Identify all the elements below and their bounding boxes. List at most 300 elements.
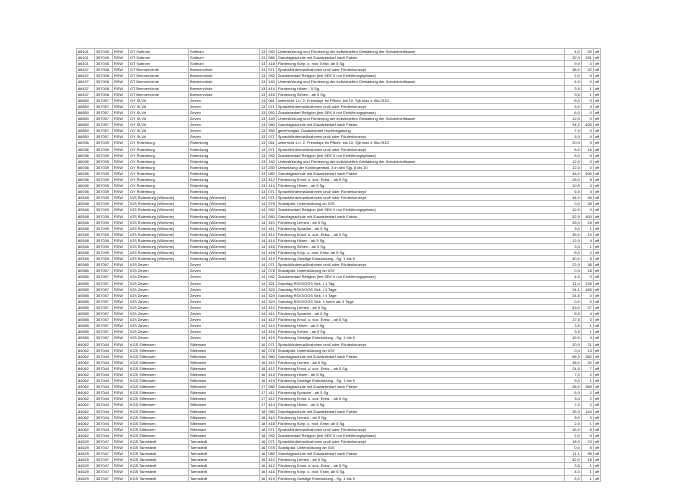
flag-cell: off [594,262,600,268]
flag-cell: off [594,408,600,414]
school-name-cell: IGS Rotenburg (Wümme) [129,256,189,262]
office-id-cell: 357044 [95,402,113,408]
flag-cell: off [594,49,600,54]
region-cell: RSW [113,475,129,481]
school-name-cell: GY St.Vit [129,128,189,134]
school-name-cell: KGS Sittensen [129,353,189,359]
school-id-cell: 84062 [77,408,95,414]
school-type-cell: 14 [261,329,266,335]
school-id-cell: 66936 [77,146,95,152]
school-id-cell: 80585 [77,335,95,341]
code-cell: 071 [268,341,275,347]
school-name-cell: GT Bremervörde [129,85,189,91]
description-cell: Sprachfördermaßnahmen und/ oder Förderkonzept [276,67,564,73]
school-id-cell: 84529 [77,457,95,463]
office-id-cell: 357039 [95,158,113,164]
office-id-cell: 357057 [95,311,113,317]
school-name-cell: IGS Zeven [129,323,189,329]
count-cell: 1 [581,329,593,335]
count-cell: 1 [581,244,593,250]
school-id-cell: 66850 [77,128,95,134]
town-cell: Rotenburg (Wümme) [189,225,260,231]
region-cell: RSW [113,189,129,195]
code-cell: 078 [268,201,275,207]
town-cell: Sittensen [189,359,260,365]
flag-cell: off [594,274,600,280]
school-type-cell: 13 [261,55,266,61]
school-id-cell: 80548 [77,219,95,225]
town-cell: Rotenburg [189,176,260,182]
school-id-cell: 66936 [77,183,95,189]
school-type-cell: 16 [261,445,266,451]
region-cell: RSW [113,298,129,304]
hours-cell: 3,5 [564,323,581,329]
office-id-cell: 357057 [95,304,113,310]
town-cell: Rotenburg (Wümme) [189,195,260,201]
flag-cell: off [594,445,600,451]
school-type-cell: 16 [261,365,266,371]
flag-cell: off [594,152,600,158]
region-cell: RSW [113,244,129,250]
school-name-cell: GY St.Vit [129,116,189,122]
hours-cell: 8,0 [564,250,581,256]
school-type-cell: 17 [261,396,266,402]
office-id-cell: 357057 [95,323,113,329]
region-cell: RSW [113,311,129,317]
town-cell: Rotenburg (Wümme) [189,219,260,225]
school-type-cell: 14 [261,280,266,286]
description-cell: Förderung Emot. u. soz. Entw. - ab 5 Sg. [276,176,564,182]
town-cell: Sittensen [189,420,260,426]
flag-cell: off [594,164,600,170]
count-cell: 8 [581,445,593,451]
count-cell: 16 [581,146,593,152]
description-cell: genehmigter Zusatzbedarf Hochbegabung [276,128,564,134]
town-cell: Tarmstedt [189,463,260,469]
hours-cell: 2,0 [564,420,581,426]
office-id-cell: 357044 [95,378,113,384]
region-cell: RSW [113,347,129,353]
region-cell: RSW [113,371,129,377]
town-cell: Sittensen [189,402,260,408]
description-cell: Förderung Körp. u. mot. Entw. ab 5 Sg. [276,61,564,67]
count-cell: 144 [581,408,593,414]
town-cell: Zeven [189,128,260,134]
town-cell: Zeven [189,311,260,317]
school-name-cell: IGS Rotenburg (Wümme) [129,195,189,201]
school-type-cell: 16 [261,475,266,481]
flag-cell: off [594,103,600,109]
code-cell: 092 [268,152,275,158]
flag-cell: off [594,128,600,134]
school-id-cell: 66936 [77,176,95,182]
description-cell: Förderung Emot. u. soz. Entw. - ab 5 Sg. [276,317,564,323]
code-cell: 950 [268,128,275,134]
town-cell: Tarmstedt [189,475,260,481]
school-type-cell: 14 [261,262,266,268]
town-cell: Bremervörde [189,67,260,73]
town-cell: Zeven [189,304,260,310]
flag-cell: off [594,55,600,61]
code-cell: 324 [268,298,275,304]
flag-cell: off [594,61,600,67]
school-name-cell: IGS Zeven [129,268,189,274]
school-id-cell: 66101 [77,61,95,67]
school-type-cell: 13 [261,140,266,146]
school-type-cell: 13 [261,189,266,195]
hours-cell: 12,0 [564,116,581,122]
region-cell: RSW [113,85,129,91]
office-id-cell: 357047 [95,457,113,463]
flag-cell: off [594,79,600,85]
town-cell: Tarmstedt [189,445,260,451]
code-cell: 418 [268,250,275,256]
school-id-cell: 84062 [77,341,95,347]
count-cell: 1 [581,378,593,384]
school-type-cell: 14 [261,286,266,292]
town-cell: Rotenburg (Wümme) [189,201,260,207]
region-cell: RSW [113,359,129,365]
school-type-cell: 14 [261,201,266,207]
town-cell: Sittensen [189,384,260,390]
office-id-cell: 357045 [95,61,113,67]
school-id-cell: 80548 [77,256,95,262]
hours-cell: 35,0 [564,231,581,237]
school-name-cell: IGS Rotenburg (Wümme) [129,207,189,213]
flag-cell: off [594,176,600,182]
town-cell: Sittensen [189,365,260,371]
office-id-cell: 357047 [95,451,113,457]
school-id-cell: 80548 [77,195,95,201]
school-type-cell: 14 [261,231,266,237]
flag-cell: off [594,225,600,231]
school-type-cell: 14 [261,298,266,304]
school-id-cell: 80548 [77,244,95,250]
region-cell: RSW [113,408,129,414]
count-cell: 2 [581,250,593,256]
school-type-cell: 14 [261,195,266,201]
description-cell: Unterstützung und Förderung der individuellen Gestaltung der Schuleintrittsauer [276,116,564,122]
town-cell: Sittensen [189,408,260,414]
count-cell: 0 [581,432,593,438]
school-id-cell: 66850 [77,122,95,128]
flag-cell: off [594,463,600,469]
hours-cell: 0,0 [564,268,581,274]
region-cell: RSW [113,304,129,310]
code-cell: 412 [268,463,275,469]
flag-cell: off [594,475,600,481]
school-type-cell: 13 [261,170,266,176]
school-id-cell: 80548 [77,213,95,219]
region-cell: RSW [113,445,129,451]
office-id-cell: 357047 [95,463,113,469]
count-cell: 0 [581,79,593,85]
region-cell: RSW [113,73,129,79]
flag-cell: off [594,231,600,237]
region-cell: RSW [113,176,129,182]
town-cell: Sittensen [189,396,260,402]
description-cell: Sozialpäd. Unterstützung an IGS [276,201,564,207]
school-id-cell: 80585 [77,268,95,274]
office-id-cell: 357044 [95,359,113,365]
school-id-cell: 66437 [77,91,95,97]
region-cell: RSW [113,146,129,152]
town-cell: Sittensen [189,371,260,377]
hours-cell: 3,5 [564,85,581,91]
hours-cell: 38,0 [564,359,581,365]
school-type-cell: 16 [261,463,266,469]
code-cell: 080 [268,55,275,61]
school-type-cell: 16 [261,347,266,353]
school-type-cell: 13 [261,164,266,170]
region-cell: RSW [113,55,129,61]
description-cell: Ganztag RS/O/OGS Sek. I 1 Tag [276,280,564,286]
office-id-cell: 357044 [95,426,113,432]
flag-cell: off [594,390,600,396]
code-cell: 414 [268,371,275,377]
town-cell: Tarmstedt [189,457,260,463]
description-cell: Förderung Hören - ab 5 Sg. [276,183,564,189]
town-cell: Bremervörde [189,79,260,85]
code-cell: 080 [268,384,275,390]
hours-cell: 28,0 [564,176,581,182]
flag-cell: off [594,244,600,249]
school-type-cell: 18 [261,408,266,414]
office-id-cell: 357039 [95,237,113,243]
count-cell: 3 [581,335,593,341]
description-cell: Sprachfördermaßnahmen und/ oder Förderkonzept [276,195,564,201]
office-id-cell: 357008 [95,67,113,73]
school-name-cell: IGS Rotenburg (Wümme) [129,225,189,231]
school-name-cell: KGS Sittensen [129,390,189,396]
description-cell: Sozialpäd. Unterstützung an IGS [276,268,564,274]
hours-cell: 0,0 [564,347,581,353]
code-cell: 419 [268,475,275,481]
region-cell: RSW [113,134,129,140]
school-id-cell: 66437 [77,67,95,73]
school-name-cell: GY Rotenburg [129,164,189,170]
hours-cell: 5,0 [564,103,581,109]
office-id-cell: 357008 [95,79,113,85]
region-cell: RSW [113,262,129,268]
school-id-cell: 66936 [77,152,95,158]
region-cell: RSW [113,250,129,256]
school-name-cell: IGS Rotenburg (Wümme) [129,219,189,225]
school-type-cell: 18 [261,420,266,426]
count-cell: 2 [581,371,593,377]
school-type-cell: 13 [261,103,266,109]
school-name-cell: KGS Sittensen [129,365,189,371]
hours-cell: 3,0 [564,225,581,231]
flag-cell: off [594,317,600,323]
hours-cell: 3,0 [564,396,581,402]
school-type-cell: 14 [261,274,266,280]
region-cell: RSW [113,231,129,237]
office-id-cell: 357008 [95,85,113,91]
town-cell: Rotenburg (Wümme) [189,231,260,237]
school-name-cell: IGS Zeven [129,304,189,310]
school-type-cell: 13 [261,49,266,54]
town-cell: Zeven [189,109,260,115]
school-name-cell: KGS Sittensen [129,408,189,414]
school-id-cell: 84062 [77,414,95,420]
code-cell: 061 [268,140,275,146]
region-cell: RSW [113,463,129,469]
description-cell: Sozialpäd. Unterstützung an IGS [276,347,564,353]
flag-cell: off [594,122,600,128]
town-cell: Zeven [189,335,260,341]
school-type-cell: 14 [261,244,266,249]
office-id-cell: 357044 [95,408,113,414]
code-cell: 140 [268,158,275,164]
count-cell: 0 [581,61,593,67]
description-cell: Ganztagsschule mit Zusatzbedarf nach Faktor [276,213,564,219]
school-id-cell: 84062 [77,365,95,371]
school-name-cell: IGS Rotenburg (Wümme) [129,237,189,243]
region-cell: RSW [113,365,129,371]
office-id-cell: 357057 [95,268,113,274]
description-cell: Sprachfördermaßnahmen und/ oder Förderkonzept [276,103,564,109]
office-id-cell: 357039 [95,176,113,182]
town-cell: Rotenburg [189,170,260,176]
count-cell: 291 [581,55,593,61]
description-cell: Förderung Emot. u. soz. Entw. - ab 5 Sg. [276,365,564,371]
school-id-cell: 66850 [77,109,95,115]
region-cell: RSW [113,195,129,201]
school-id-cell: 66936 [77,164,95,170]
description-cell: Zusatzbedarf Religion (bei SEK II nur Einführungsphase) [276,73,564,79]
town-cell: Sittensen [189,341,260,347]
office-id-cell: 357057 [95,329,113,335]
town-cell: Sottrum [189,55,260,61]
school-type-cell: 14 [261,256,266,262]
school-type-cell: 13 [261,152,266,158]
region-cell: RSW [113,469,129,475]
school-name-cell: IGS Zeven [129,335,189,341]
town-cell: Rotenburg [189,146,260,152]
code-cell: 418 [268,420,275,426]
hours-cell: 34,2 [564,122,581,128]
school-name-cell: IGS Zeven [129,317,189,323]
town-cell: Zeven [189,274,260,280]
hours-cell: 43,0 [564,304,581,310]
hours-cell: 36,0 [564,67,581,73]
description-cell: Sprachfördermaßnahmen und/ oder Förderkonzept [276,341,564,347]
count-cell: 0 [581,73,593,79]
count-cell: 32 [581,359,593,365]
school-id-cell: 80548 [77,250,95,256]
region-cell: RSW [113,158,129,164]
region-cell: RSW [113,426,129,432]
code-cell: 414 [268,237,275,243]
school-type-cell: 14 [261,268,266,274]
town-cell: Zeven [189,292,260,298]
town-cell: Bremervörde [189,73,260,79]
flag-cell: off [594,329,600,335]
count-cell: 1 [581,475,593,481]
code-cell: 071 [268,103,275,109]
school-id-cell: 66437 [77,85,95,91]
hours-cell: 7,0 [564,371,581,377]
office-id-cell: 357039 [95,213,113,219]
count-cell: 95 [581,451,593,457]
school-type-cell: 13 [261,73,266,79]
school-name-cell: KGS Sittensen [129,414,189,420]
hours-cell: 24,5 [564,365,581,371]
school-name-cell: IGS Zeven [129,262,189,268]
school-id-cell: 66101 [77,49,95,55]
region-cell: RSW [113,79,129,85]
school-name-cell: KGS Tarmstedt [129,463,189,469]
office-id-cell: 357057 [95,298,113,304]
school-type-cell: 16 [261,469,266,475]
school-id-cell: 84062 [77,384,95,390]
school-type-cell: 13 [261,109,266,115]
school-name-cell: KGS Sittensen [129,402,189,408]
code-cell: 321 [268,280,275,286]
school-type-cell: 18 [261,426,266,432]
flag-cell: off [594,378,600,384]
hours-cell: 12,0 [564,158,581,164]
office-id-cell: 357057 [95,103,113,109]
flag-cell: off [594,311,600,317]
hours-cell: 6,0 [564,390,581,396]
school-id-cell: 66936 [77,189,95,195]
school-type-cell: 13 [261,79,266,85]
town-cell: Rotenburg (Wümme) [189,213,260,219]
region-cell: RSW [113,329,129,335]
count-cell: 400 [581,170,593,176]
code-cell: 078 [268,445,275,451]
school-id-cell: 80548 [77,201,95,207]
school-name-cell: GY Rotenburg [129,158,189,164]
office-id-cell: 357044 [95,347,113,353]
count-cell: 36 [581,201,593,207]
description-cell: Förderung Geistige Entwicklung - Sg. 1 bis 9 [276,475,564,481]
office-id-cell: 357044 [95,420,113,426]
office-id-cell: 357045 [95,55,113,61]
region-cell: RSW [113,323,129,329]
school-id-cell: 84529 [77,463,95,469]
school-name-cell: IGS Rotenburg (Wümme) [129,231,189,237]
description-cell: Förderung Sehen - ab 5 Sg. [276,91,564,97]
description-cell: Förderung Emot. u. soz. Entw. - ab 5 Sg. [276,463,564,469]
hours-cell: 2,0 [564,432,581,438]
description-cell: Ganztag RS/O/OGS Sek. I 3 Tage [276,286,564,292]
description-cell: Förderung Emot. u. soz. Entw. - ab 5 Sg. [276,231,564,237]
hours-cell: 20,0 [564,341,581,347]
flag-cell: off [594,189,600,195]
count-cell: 46 [581,195,593,201]
description-cell: Unterstützung und Förderung der individuellen Gestaltung der Schuleintrittsauer [276,49,564,55]
school-name-cell: GT Bremervörde [129,91,189,97]
description-cell: Förderung Sehen - ab 5 Sg. [276,329,564,335]
town-cell: Sittensen [189,414,260,420]
school-name-cell: GY St.Vit [129,122,189,128]
flag-cell: off [594,170,600,176]
region-cell: RSW [113,183,129,189]
school-name-cell: GY St.Vit [129,103,189,109]
description-cell: Sozialpäd. Unterstützung an IGS [276,445,564,451]
office-id-cell: 357044 [95,365,113,371]
school-name-cell: IGS Zeven [129,274,189,280]
flag-cell: off [594,432,600,438]
hours-cell: 48,0 [564,170,581,176]
description-cell: Ganztagsschule mit Zusatzbedarf nach Faktor [276,170,564,176]
count-cell: 382 [581,353,593,359]
hours-cell: 5,0 [564,475,581,481]
code-cell: 411 [268,225,275,231]
